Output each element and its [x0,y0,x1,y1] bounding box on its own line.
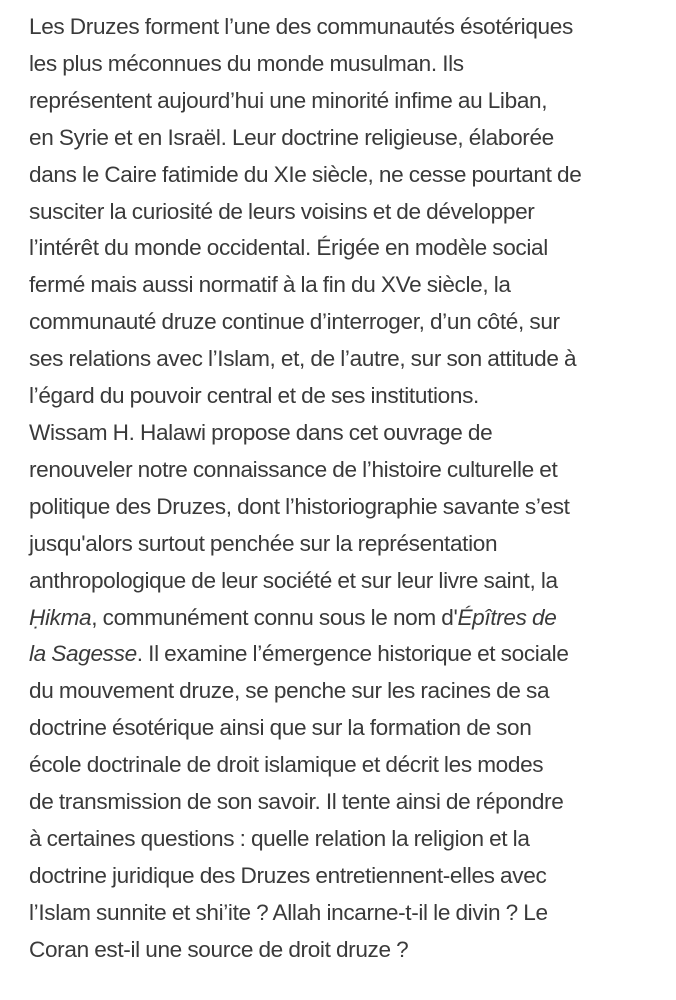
text-line: doctrine juridique des Druzes entretiennent-elles avec [29,862,547,888]
text-line: du mouvement druze, se penche sur les racines de sa [29,678,550,704]
text-fragment: , communément connu sous le nom d' [91,604,458,630]
text-line: politique des Druzes, dont l’historiographie savante s’est [29,493,570,519]
book-description [29,9,676,969]
text-line: ses relations avec l’Islam, et, de l’autre, sur son attitude à [29,346,577,372]
text-line: anthropologique de leur société et sur leur livre saint, la [29,567,558,593]
paragraph-author [29,415,676,969]
text-line: l’intérêt du monde occidental. Érigée en modèle social [29,235,548,261]
text-line: les plus méconnues du monde musulman. Ils [29,50,464,76]
italic-title-hikma: Ḥikma [29,604,92,630]
text-line: doctrine ésotérique ainsi que sur la formation de son [29,715,532,741]
italic-title-epitres: Épîtres de [457,604,557,630]
text-line: l’égard du pouvoir central et de ses institutions. [29,383,479,409]
text-line: dans le Caire fatimide du XIe siècle, ne cesse pourtant de [29,161,582,187]
text-line: en Syrie et en Israël. Leur doctrine religieuse, élaborée [29,124,554,150]
text-line: Les Druzes forment l’une des communautés ésotériques [29,14,573,39]
text-line: Wissam H. Halawi propose dans cet ouvrage de [29,419,493,445]
text-line: renouveler notre connaissance de l’histoire culturelle et [29,456,558,482]
text-line: représentent aujourd’hui une minorité infime au Liban, [29,87,548,113]
text-line: Coran est-il une source de droit druze ? [29,936,409,962]
text-line: fermé mais aussi normatif à la fin du XVe siècle, la [29,272,511,298]
text-line: communauté druze continue d’interroger, d’un côté, sur [29,309,560,335]
text-line: école doctrinale de droit islamique et décrit les modes [29,752,544,778]
text-line: à certaines questions : quelle relation la religion et la [29,825,530,851]
text-line: susciter la curiosité de leurs voisins et de développer [29,198,535,224]
text-line [29,636,676,673]
italic-title-sagesse: la Sagesse [29,641,137,667]
text-line: jusqu'alors surtout penchée sur la représentation [29,530,498,556]
paragraph-intro [29,9,676,415]
text-fragment: . Il examine l’émergence historique et sociale [136,641,569,667]
text-line [29,600,676,637]
text-line: l’Islam sunnite et shi’ite ? Allah incarne-t-il le divin ? Le [29,899,548,925]
text-line: de transmission de son savoir. Il tente ainsi de répondre [29,789,564,815]
